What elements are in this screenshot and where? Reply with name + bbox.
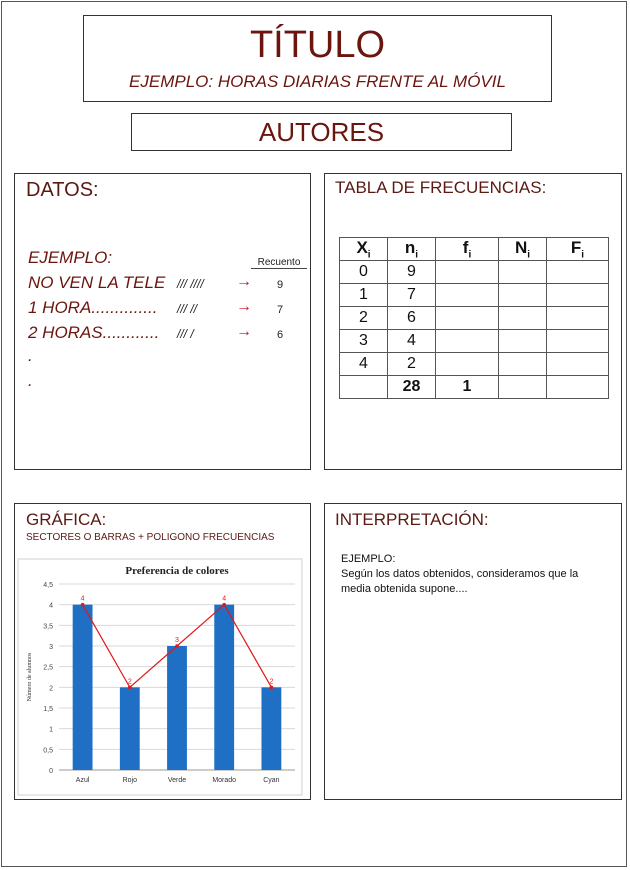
y-tick-label: 0,5 <box>43 747 53 755</box>
column-header: $X_i$ <box>340 238 388 261</box>
tabla-heading: TABLA DE FRECUENCIAS: <box>335 178 547 197</box>
table-cell: 28 <box>388 376 436 399</box>
authors-box <box>131 113 512 151</box>
datos-panel <box>14 173 311 470</box>
title-box <box>83 15 552 102</box>
y-tick-label: 1,5 <box>43 706 53 713</box>
polygon-point <box>128 686 132 690</box>
table-cell <box>436 353 499 376</box>
x-tick-label: Morado <box>212 777 237 784</box>
datos-row-label: 1 HORA.............. <box>28 298 158 317</box>
interpretacion-text: Según los datos obtenidos, consideramos que la media obtenida supone.... <box>341 568 579 595</box>
data-label: 2 <box>269 678 274 686</box>
polygon-point <box>222 603 226 607</box>
table-cell: 4 <box>388 330 436 353</box>
chart-frame <box>18 559 302 795</box>
table-cell: 0 <box>340 261 388 284</box>
datos-example-label: EJEMPLO: <box>28 248 113 267</box>
chart-title: Preferencia de colores <box>125 565 229 577</box>
recuento-count: 6 <box>277 329 284 341</box>
table-cell: 2 <box>388 353 436 376</box>
y-tick-label: 4,5 <box>43 582 53 589</box>
datos-row-label: 2 HORAS............ <box>28 323 160 342</box>
interpretacion-body <box>341 552 606 597</box>
bar <box>120 687 140 770</box>
data-label: 3 <box>175 637 179 644</box>
tally-marks: /// / <box>177 327 194 341</box>
bar <box>214 605 234 770</box>
table-total-row <box>340 376 609 399</box>
table-cell: 2 <box>340 307 388 330</box>
y-tick-label: 4 <box>49 602 53 610</box>
table-cell <box>436 261 499 284</box>
table-cell <box>499 261 547 284</box>
recuento-count: 9 <box>277 279 284 291</box>
ellipsis-dot: . <box>28 346 33 365</box>
table-cell <box>436 307 499 330</box>
table-cell <box>499 284 547 307</box>
grafica-panel <box>14 503 311 800</box>
tally-marks: /// //// <box>177 277 204 291</box>
y-tick-label: 3,5 <box>43 623 53 631</box>
table-cell: 1 <box>340 284 388 307</box>
y-tick-label: 2,5 <box>43 664 53 672</box>
table-cell <box>547 353 609 376</box>
table-row <box>340 261 609 284</box>
data-label: 2 <box>127 678 132 686</box>
table-cell <box>547 261 609 284</box>
x-tick-label: Cyan <box>263 777 280 784</box>
table-cell <box>340 376 388 399</box>
y-tick-label: 2 <box>49 685 53 693</box>
ellipsis-dot: . <box>28 371 33 390</box>
column-header: $f_i$ <box>436 238 499 261</box>
table-cell <box>499 376 547 399</box>
column-header: $N_i$ <box>499 238 547 261</box>
page-subtitle: EJEMPLO: HORAS DIARIAS FRENTE AL MÓVIL <box>129 72 506 91</box>
arrow-icon: → <box>236 273 252 290</box>
table-cell <box>499 307 547 330</box>
bar <box>261 687 281 770</box>
polygon-point <box>81 603 85 607</box>
interpretacion-panel <box>324 503 622 800</box>
table-cell <box>547 307 609 330</box>
tally-marks: /// // <box>177 302 198 316</box>
arrow-icon: → <box>236 323 252 340</box>
x-tick-label: Rojo <box>122 777 138 784</box>
bar-chart <box>17 558 303 796</box>
table-cell <box>547 376 609 399</box>
table-cell: 3 <box>340 330 388 353</box>
table-row <box>340 307 609 330</box>
table-cell <box>499 330 547 353</box>
y-axis-label: Número de alumnos <box>27 652 33 702</box>
y-tick-label: 3 <box>49 644 53 651</box>
column-header: $F_i$ <box>547 238 609 261</box>
table-cell <box>436 284 499 307</box>
page-title: TÍTULO <box>249 24 386 66</box>
x-tick-label: Verde <box>167 777 187 784</box>
interpretacion-example-label: EJEMPLO: <box>341 553 396 565</box>
table-row <box>340 353 609 376</box>
polygon-point <box>175 644 179 648</box>
bar <box>73 605 93 770</box>
x-tick-label: Azul <box>75 777 90 784</box>
recuento-count: 7 <box>277 304 284 316</box>
tabla-panel <box>324 173 622 470</box>
authors-label: AUTORES <box>258 117 385 147</box>
datos-heading: DATOS: <box>26 179 99 201</box>
arrow-icon: → <box>236 298 252 315</box>
grafica-heading: GRÁFICA: <box>26 510 107 529</box>
y-tick-label: 1 <box>49 726 53 734</box>
table-cell: 1 <box>436 376 499 399</box>
table-header-row <box>340 238 609 261</box>
table-cell <box>547 330 609 353</box>
polygon-point <box>270 686 274 690</box>
bar <box>167 646 187 770</box>
table-row <box>340 330 609 353</box>
table-row <box>340 284 609 307</box>
grafica-subheading: SECTORES O BARRAS + POLIGONO FRECUENCIAS <box>26 532 275 543</box>
table-cell <box>499 353 547 376</box>
datos-row-label: NO VEN LA TELE <box>28 273 166 292</box>
table-cell: 9 <box>388 261 436 284</box>
table-cell: 4 <box>340 353 388 376</box>
table-cell <box>436 330 499 353</box>
table-cell: 6 <box>388 307 436 330</box>
y-tick-label: 0 <box>49 768 53 775</box>
column-header: $n_i$ <box>388 238 436 261</box>
data-label: 4 <box>222 595 227 603</box>
recuento-label: Recuento <box>251 257 307 269</box>
interpretacion-heading: INTERPRETACIÓN: <box>335 510 489 529</box>
table-cell: 7 <box>388 284 436 307</box>
frequency-table <box>339 237 609 399</box>
table-cell <box>547 284 609 307</box>
data-label: 4 <box>80 595 85 603</box>
